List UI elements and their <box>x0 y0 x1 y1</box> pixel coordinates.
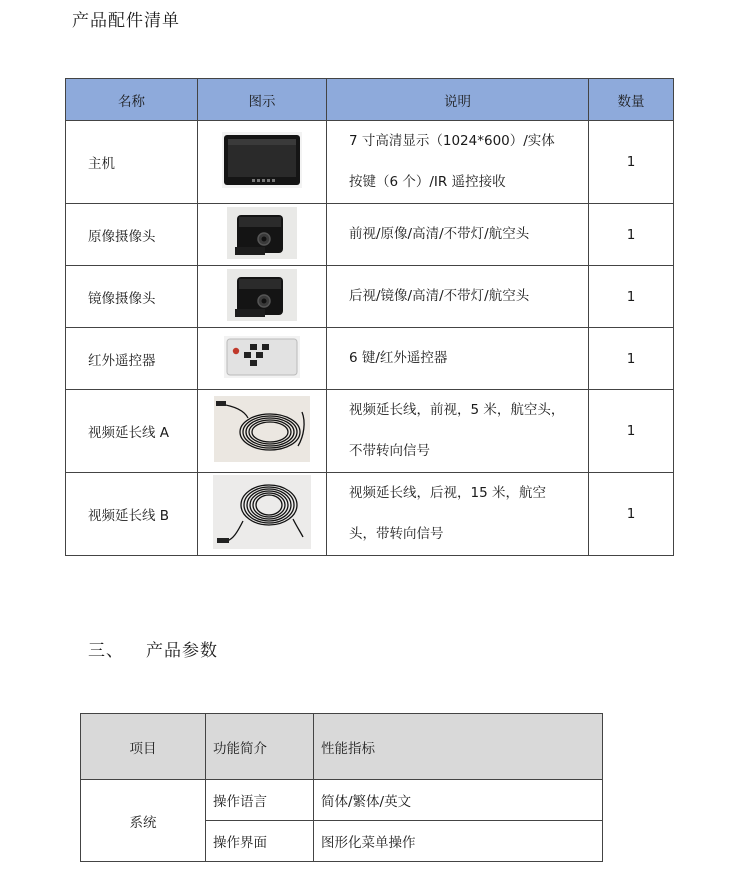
part-desc <box>327 473 589 556</box>
part-desc <box>327 390 589 473</box>
table-row <box>66 266 674 328</box>
part-image <box>198 390 327 473</box>
monitor-photo-icon <box>222 132 302 192</box>
desc-line: 前视/原像/高清/不带灯/航空头 <box>349 226 530 242</box>
header-name: 名称 <box>66 79 198 121</box>
camera-photo-icon <box>227 207 297 263</box>
camera-photo-icon <box>227 269 297 325</box>
header-spec: 性能指标 <box>314 714 603 780</box>
part-image <box>198 328 327 390</box>
part-name: 原像摄像头 <box>66 204 198 266</box>
header-desc: 说明 <box>327 79 589 121</box>
part-qty: 1 <box>589 473 674 556</box>
cable-photo-icon <box>213 475 311 553</box>
accessories-title: 产品配件清单 <box>72 11 180 31</box>
cable-photo-icon <box>214 396 310 466</box>
part-desc <box>327 266 589 328</box>
part-image <box>198 266 327 328</box>
params-header-row <box>81 714 603 780</box>
table-row <box>66 473 674 556</box>
part-desc <box>327 328 589 390</box>
header-item: 项目 <box>81 714 206 780</box>
parts-header-row <box>66 79 674 121</box>
part-image <box>198 121 327 204</box>
header-image: 图示 <box>198 79 327 121</box>
part-image <box>198 473 327 556</box>
desc-line: 后视/镜像/高清/不带灯/航空头 <box>349 288 530 304</box>
desc-line: 视频延长线，后视，15 米，航空 <box>349 485 546 501</box>
param-group: 系统 <box>81 780 206 862</box>
section-number: 三、 <box>88 641 124 661</box>
table-row <box>66 204 674 266</box>
part-image <box>198 204 327 266</box>
desc-line: 头，带转向信号 <box>349 526 444 542</box>
part-name: 红外遥控器 <box>66 328 198 390</box>
part-qty: 1 <box>589 121 674 204</box>
param-function: 操作语言 <box>206 780 314 821</box>
part-name: 主机 <box>66 121 198 204</box>
desc-line: 按键（6 个）/IR 遥控接收 <box>349 174 506 190</box>
part-name: 视频延长线 B <box>66 473 198 556</box>
table-row <box>81 780 603 821</box>
part-name: 镜像摄像头 <box>66 266 198 328</box>
param-spec: 图形化菜单操作 <box>314 821 603 862</box>
parts-table <box>65 78 674 556</box>
header-qty: 数量 <box>589 79 674 121</box>
section-title: 产品参数 <box>146 641 218 661</box>
param-function: 操作界面 <box>206 821 314 862</box>
param-spec: 简体/繁体/英文 <box>314 780 603 821</box>
part-qty: 1 <box>589 390 674 473</box>
params-title <box>88 636 218 661</box>
remote-control-photo-icon <box>224 336 300 382</box>
table-row <box>66 390 674 473</box>
table-row <box>66 328 674 390</box>
desc-line: 7 寸高清显示（1024*600）/实体 <box>349 133 555 149</box>
header-function: 功能简介 <box>206 714 314 780</box>
table-row <box>66 121 674 204</box>
part-qty: 1 <box>589 266 674 328</box>
part-qty: 1 <box>589 204 674 266</box>
desc-line: 6 键/红外遥控器 <box>349 350 448 366</box>
part-desc <box>327 121 589 204</box>
part-desc <box>327 204 589 266</box>
part-name: 视频延长线 A <box>66 390 198 473</box>
part-qty: 1 <box>589 328 674 390</box>
params-table <box>80 713 603 862</box>
desc-line: 视频延长线，前视，5 米，航空头， <box>349 402 565 418</box>
desc-line: 不带转向信号 <box>349 443 430 459</box>
